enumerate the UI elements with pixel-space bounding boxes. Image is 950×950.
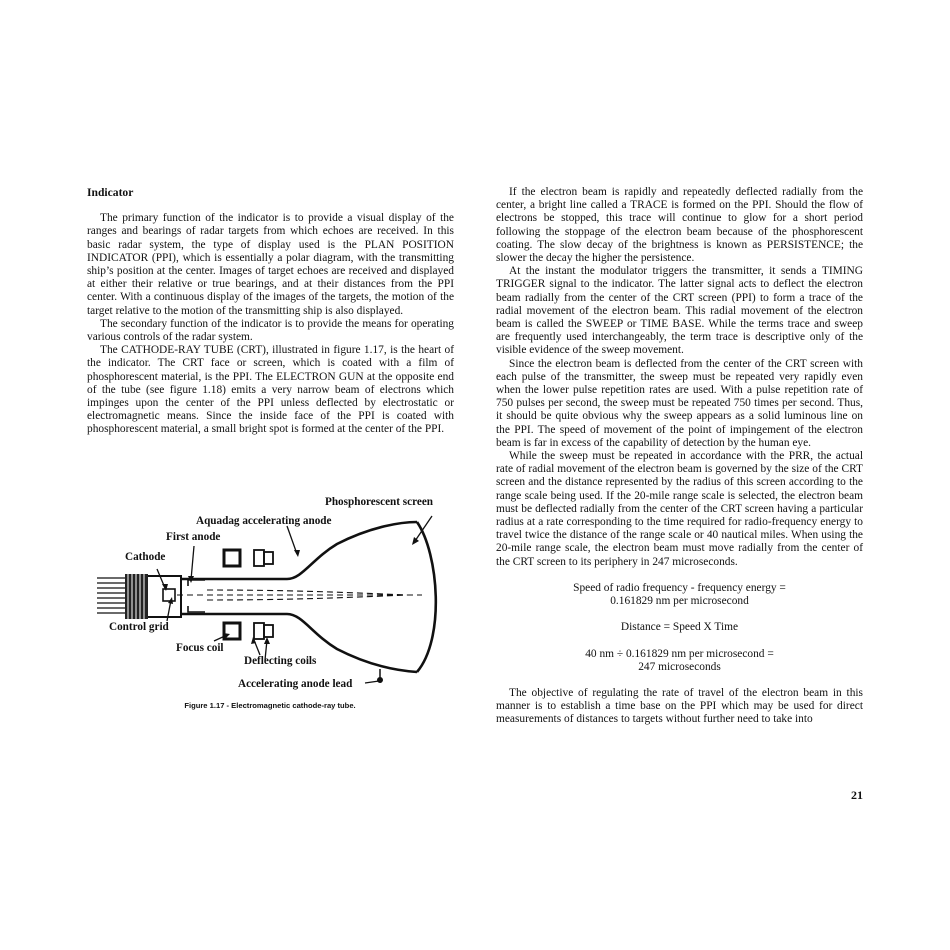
- deflecting-coil-upper: [254, 550, 264, 566]
- focus-coil-upper: [224, 550, 240, 566]
- paragraph: If the electron beam is rapidly and repeatedly deflected radially from the center, a bright line called a TRACE is formed on the PPI. Should the flow of electrons be stopped, this trace will continue to glow for a short period following the stoppage of the electron beam because of the phosphorescent coating. The slow decay of the brightness is known as PERSISTENCE; the slower the decay the higher the persistence.: [496, 186, 863, 265]
- label-focus-coil: Focus coil: [176, 642, 224, 654]
- formula-speed: [496, 582, 863, 608]
- formula-line: 247 microseconds: [638, 660, 721, 673]
- formula-distance: [496, 621, 863, 634]
- paragraph: Since the electron beam is deflected from the center of the CRT screen with each pulse of the transmitter, the sweep must be repeated very rapidly even when the lower pulse repetition rates are used. With a pulse repetition rate of 750 pulses per second, the sweep must be repeated 750 times per second. Thus, it should be quite obvious why the sweep appears as a solid luminous line on the PPI. The speed of movement of the point of impingement of the electron beam is far in excess of the capability of detection by the human eye.: [496, 357, 863, 449]
- paragraph: At the instant the modulator triggers the transmitter, it sends a TIMING TRIGGER signal to the indicator. The latter signal acts to deflect the electron beam radially from the center of the CRT screen (PPI) to form a trace of the radial movement of the electron beam. This radial movement of the electron beam is called the SWEEP or TIME BASE. While the terms trace and sweep are frequently used interchangeably, the term trace is descriptive only of the visible evidence of the sweep movement.: [496, 265, 863, 357]
- paragraph: The objective of regulating the rate of travel of the electron beam in this manner is to establish a time base on the PPI which may be used for direct measurements of distances to targets without further need to take into: [496, 686, 863, 726]
- right-column: [496, 186, 863, 727]
- label-control-grid: Control grid: [109, 621, 169, 633]
- control-grid-shape: [163, 589, 175, 601]
- tube-neck: [147, 576, 181, 617]
- formula-line: Speed of radio frequency - frequency energy =: [573, 581, 786, 594]
- formula-line: Distance = Speed X Time: [620, 621, 739, 634]
- anode-lead-terminal: [377, 677, 383, 683]
- left-column: [87, 186, 454, 437]
- label-aquadag-anode: Aquadag accelerating anode: [196, 515, 332, 527]
- paragraph: While the sweep must be repeated in accordance with the PRR, the actual rate of radial movement of the electron beam is governed by the size of the CRT screen and the distance represented by the radius of this screen according to the range scale being used. If the 20-mile range scale is selected, the electron beam must be deflected radially from the center of the CRT screen having a particular radius at a rate corresponding to the time required for radio-frequency energy to travel twice the distance of the range scale or 40 nautical miles. When using the 20-mile range scale, the electron beam must move radially from the center of the CRT screen to its periphery in 247 microseconds.: [496, 450, 863, 568]
- screen-face: [417, 522, 436, 672]
- formula-line: 40 nm ÷ 0.161829 nm per microsecond =: [585, 647, 774, 660]
- figure-caption: Figure 1.17 - Electromagnetic cathode-ray tube.: [184, 701, 356, 710]
- paragraph: The primary function of the indicator is to provide a visual display of the ranges and bearings of radar targets from which echoes are received. In this basic radar system, the type of display used is the PLAN POSITION INDICATOR (PPI), which is essentially a polar diagram, with the transmitting ship’s position at the center. Images of target echoes are received and displayed at either their relative or true bearings, and at their distances from the PPI center. With a continuous display of the images of the targets, the motion of the target relative to the motion of the transmitting ship is also displayed.: [87, 212, 454, 317]
- label-first-anode: First anode: [166, 531, 221, 543]
- electron-beam: [177, 590, 422, 600]
- label-deflecting-coils: Deflecting coils: [244, 655, 317, 667]
- paragraph: The secondary function of the indicator is to provide the means for operating various controls of the radar system.: [87, 317, 454, 344]
- formula-time: [496, 648, 863, 674]
- formula-line: 0.161829 nm per microsecond: [610, 595, 749, 608]
- crt-figure: [87, 494, 457, 716]
- label-phosphorescent-screen: Phosphorescent screen: [325, 496, 434, 508]
- label-accelerating-anode-lead: Accelerating anode lead: [238, 678, 353, 690]
- label-cathode: Cathode: [125, 551, 166, 563]
- page-number: 21: [851, 788, 863, 802]
- section-heading: Indicator: [87, 186, 134, 199]
- deflecting-coil-lower: [254, 623, 264, 639]
- paragraph: The CATHODE-RAY TUBE (CRT), illustrated in figure 1.17, is the heart of the indicator. The CRT face or screen, which is coated with a film of phosphorescent material, is the PPI. The ELECTRON GUN at the opposite end of the tube (see figure 1.18) emits a very narrow beam of electrons which impinges upon the center of the PPI unless deflected by electrostatic or electromagnetic means. Since the inside face of the PPI is coated with phosphorescent material, a small bright spot is formed at the center of the PPI.: [87, 344, 454, 436]
